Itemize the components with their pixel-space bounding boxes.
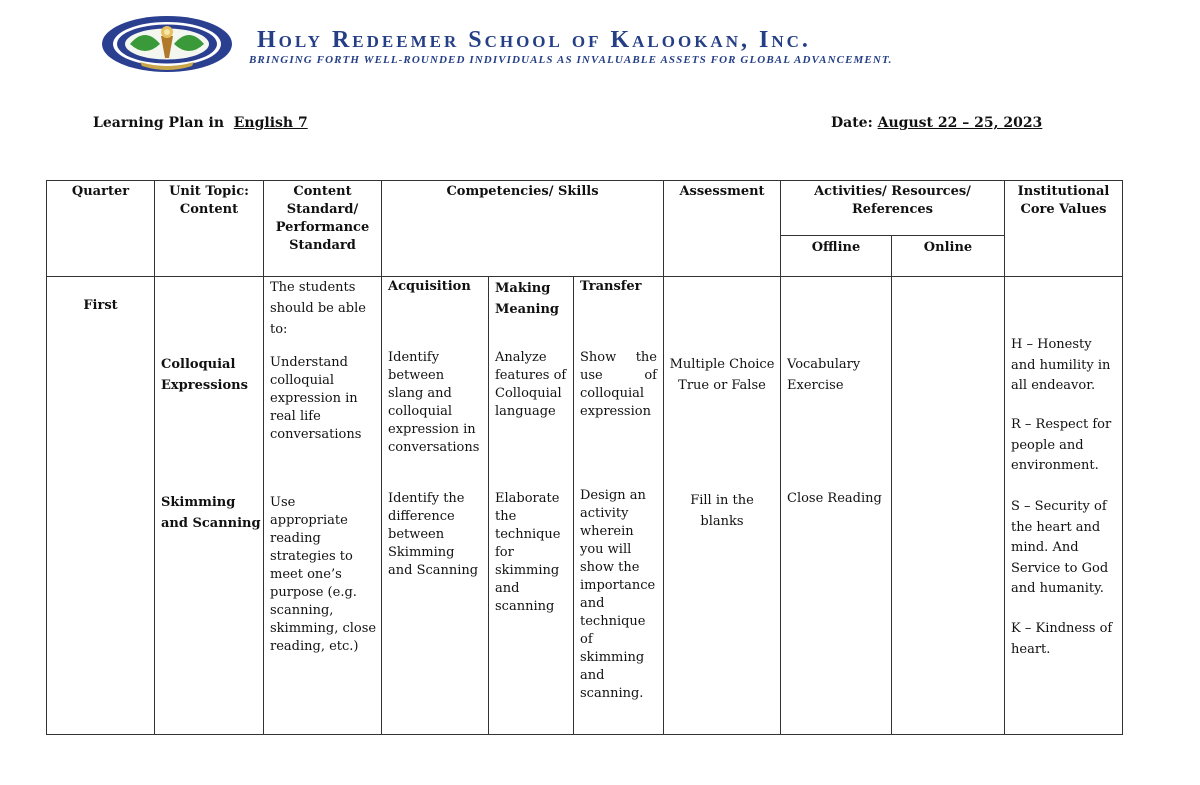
header-activities: Activities/ Resources/ References — [781, 181, 1005, 236]
content-standard-item-2: Use appropriate reading strategies to meet one’s purpose (e.g. scanning, skimming, close reading, etc.) — [270, 495, 377, 654]
making-meaning-label: Making Meaning — [495, 281, 560, 317]
cell-core-values — [1005, 277, 1123, 735]
subject-value: English 7 — [233, 115, 308, 131]
acquisition-item-1: Identify between slang and colloquial expression in conversations — [388, 350, 480, 455]
header-core-values: Institutional Core Values — [1005, 181, 1123, 277]
making-meaning-item-2: Elaborate the technique for skimming and scanning — [495, 491, 561, 614]
date-value: August 22 – 25, 2023 — [877, 115, 1043, 131]
school-motto: BRINGING FORTH WELL-ROUNDED INDIVIDUALS AS INVALUABLE ASSETS FOR GLOBAL ADVANCEMENT. — [249, 54, 893, 66]
content-standard-intro: The students should be able to: — [270, 280, 366, 337]
header-online: Online — [892, 236, 1005, 277]
offline-item-2: Close Reading — [787, 491, 882, 506]
cell-transfer — [574, 277, 664, 735]
cell-making-meaning — [489, 277, 574, 735]
topic-skimming: Skimming and Scanning — [161, 495, 261, 531]
learning-plan-table — [46, 180, 1123, 735]
transfer-label: Transfer — [580, 279, 642, 294]
header-competencies: Competencies/ Skills — [382, 181, 664, 277]
header-unit-topic: Unit Topic: Content — [155, 181, 264, 277]
cell-assessment — [664, 277, 781, 735]
offline-item-1: Vocabulary Exercise — [787, 357, 861, 393]
plan-date-line — [831, 115, 1042, 131]
assessment-item-2: Fill in the blanks — [690, 493, 754, 529]
core-value-h: H – Honesty and humility in all endeavor. — [1011, 337, 1111, 393]
core-value-k: K – Kindness of heart. — [1011, 621, 1113, 657]
acquisition-item-2: Identify the difference between Skimming and Scanning — [388, 491, 479, 578]
cell-online — [892, 277, 1005, 735]
header-quarter: Quarter — [47, 181, 155, 277]
header-offline: Offline — [781, 236, 892, 277]
date-label: Date: — [831, 115, 873, 131]
header-assessment: Assessment — [664, 181, 781, 277]
making-meaning-item-1: Analyze features of Colloquial language — [495, 350, 567, 419]
learning-plan-label: Learning Plan in — [93, 115, 225, 131]
cell-content-standard — [264, 277, 382, 735]
acquisition-label: Acquisition — [388, 279, 471, 294]
letterhead — [100, 14, 1120, 74]
core-value-s: S – Security of the heart and mind. And Service to God and humanity. — [1011, 499, 1109, 596]
school-seal-icon — [100, 14, 236, 74]
cell-offline — [781, 277, 892, 735]
transfer-item-1: Show the use of colloquial expression — [580, 350, 657, 419]
core-value-r: R – Respect for people and environment. — [1011, 417, 1112, 473]
cell-quarter — [47, 277, 155, 735]
transfer-item-2: Design an activity wherein you will show the importance and technique of skimming and scanning. — [580, 488, 656, 701]
cell-acquisition — [382, 277, 489, 735]
content-standard-item-1: Understand colloquial expression in real life conversations — [270, 355, 362, 442]
learning-plan-subject-line — [93, 115, 308, 131]
quarter-value: First — [83, 298, 118, 313]
header-content-standard: Content Standard/ Performance Standard — [264, 181, 382, 277]
topic-colloquial: Colloquial Expressions — [161, 357, 248, 393]
school-name: Holy Redeemer School of Kalookan, Inc. — [257, 27, 811, 53]
cell-unit-topic — [155, 277, 264, 735]
assessment-item-1: Multiple Choice True or False — [669, 357, 775, 393]
